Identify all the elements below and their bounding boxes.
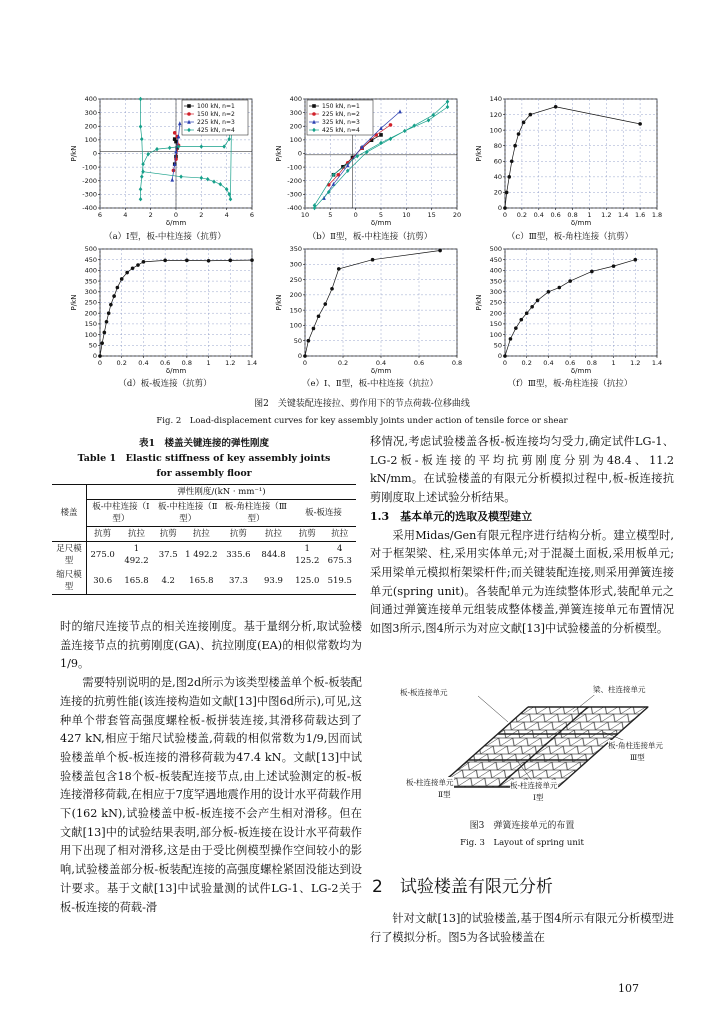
data-point — [120, 277, 124, 281]
data-point — [525, 311, 529, 315]
y-tick-label: 400 — [84, 266, 97, 275]
table1-sub-7: 抗剪 — [298, 529, 316, 539]
data-point — [103, 331, 107, 335]
y-tick-label: 200 — [84, 122, 97, 131]
chart-d — [70, 243, 260, 376]
legend-marker — [187, 112, 191, 116]
y-tick-label: 20 — [493, 188, 502, 197]
x-tick-label: 6 — [249, 211, 255, 219]
table1-sub-4: 抗拉 — [192, 529, 210, 539]
y-tick-label: -300 — [287, 190, 302, 199]
table1-sub-8: 抗拉 — [331, 529, 349, 539]
fig3-label-plate-plate: 板-板连接单元 — [400, 688, 448, 697]
data-point — [312, 327, 316, 331]
chart-e — [275, 243, 465, 376]
subcaption-e: （e）Ⅰ、Ⅱ型，板-中柱连接（抗拉） — [301, 379, 439, 389]
legend-entry: 225 kN, n=2 — [322, 111, 360, 118]
fig3-label-corner: 板-角柱连接单元 — [608, 741, 664, 750]
y-tick-label: 50 — [88, 341, 97, 350]
x-tick-label: 15 — [427, 211, 436, 219]
y-tick-label: 140 — [489, 95, 502, 104]
table-cell: 519.5 — [327, 576, 352, 586]
data-point — [517, 132, 521, 136]
y-tick-label: 0 — [297, 352, 302, 361]
data-point — [503, 206, 507, 210]
legend-entry: 325 kN, n=3 — [322, 119, 360, 126]
x-tick-label: 0.4 — [543, 359, 554, 367]
chart-f-svg — [475, 243, 665, 376]
chart-f — [475, 243, 665, 376]
chart-d-svg — [70, 243, 260, 376]
subcaption-b: （b）Ⅱ型，板-中柱连接（抗剪） — [307, 232, 433, 242]
table-cell: 30.6 — [93, 576, 113, 586]
data-point — [116, 286, 120, 290]
table-cell: 125.0 — [295, 576, 320, 586]
x-tick-label: 0 — [97, 359, 103, 367]
y-tick-label: 350 — [289, 245, 302, 254]
data-point — [522, 121, 526, 125]
data-point — [317, 314, 321, 318]
data-point — [503, 354, 507, 358]
y-axis-title: P/kN — [475, 145, 483, 162]
table1-group-4: 板-板连接 — [305, 508, 342, 518]
x-tick-label: 1 — [587, 211, 592, 219]
data-point — [514, 326, 518, 330]
data-point — [519, 318, 523, 322]
x-tick-label: 0.4 — [533, 211, 544, 219]
data-point — [590, 270, 594, 274]
y-tick-label: 200 — [489, 309, 502, 318]
chart-b — [275, 93, 465, 228]
left-paragraph-2: 需要特别说明的是,图2d所示为该类型楼盖单个板-板装配连接的抗剪性能(该连接构造如文献[13]中图6d所示),可见,这种单个带套管高强度螺栓板-板拼装连接,其滑移荷载达到了427 kN,相应于缩尺试验楼盖,荷载的相似常数为1/9,因而试验楼盖单个板-板连接的滑移荷载为47.4 kN。文献[13]中试验楼盖包含18个板-板装配连接节点,由上述试验测定的板-板连接滑移荷载,在相应于7度罕遇地震作用的设计水平荷载作用下(162 kN),试验楼盖中板-板连接不会产生相对滑移。但在文献[13]中的试验结果表明,部分板-板连接在设计水平荷载作用下出现了相对滑移,这是由于受比例模型操作空间较小的影响,试验楼盖部分板-板装配连接的高强度螺栓紧固没能达到设计要求。基于文献[13]中试验量测的试件LG-1、LG-2关于板-板连接的荷载-滑 — [60, 676, 362, 914]
x-tick-label: 1.4 — [651, 359, 663, 367]
y-axis-title: P/kN — [70, 294, 78, 311]
table-cell: 844.8 — [261, 550, 286, 560]
y-tick-label: 50 — [493, 341, 502, 350]
section-2-paragraph: 针对文献[13]的试验楼盖,基于图4所示有限元分析模型进行了模拟分析。图5为各试验楼盖在 — [370, 912, 674, 944]
table-row — [52, 568, 356, 595]
left-column — [60, 618, 362, 917]
y-tick-label: 100 — [289, 136, 302, 145]
y-tick-label: -400 — [82, 204, 97, 213]
chart-c — [475, 93, 665, 228]
legend-entry: 100 kN, n=1 — [197, 103, 235, 110]
data-point — [228, 259, 232, 263]
data-point — [513, 144, 517, 148]
x-tick-label: 1 — [206, 359, 211, 367]
table1-sub-5: 抗剪 — [229, 529, 247, 539]
table-cell: 165.8 — [124, 576, 149, 586]
data-point — [250, 258, 254, 262]
data-point — [638, 122, 642, 126]
x-axis-title: δ/mm — [570, 367, 592, 375]
y-tick-label: -400 — [287, 204, 302, 213]
chart-a-svg — [70, 93, 260, 228]
x-tick-label: 0 — [302, 359, 308, 367]
y-tick-label: 400 — [84, 95, 97, 104]
table-cell: 4.2 — [161, 576, 175, 586]
legend-entry: 150 kN, n=1 — [322, 103, 360, 110]
data-point — [505, 191, 509, 195]
data-point — [438, 249, 442, 253]
y-tick-label: 50 — [293, 336, 302, 345]
y-tick-label: -200 — [82, 176, 97, 185]
table-cell: 335.6 — [226, 550, 251, 560]
x-tick-label: 4 — [224, 211, 229, 219]
data-point — [568, 279, 572, 283]
y-tick-label: 300 — [84, 288, 97, 296]
data-point — [371, 258, 375, 262]
table-cell: 275.0 — [90, 550, 115, 560]
data-point — [389, 123, 393, 127]
x-tick-label: 1.4 — [618, 211, 629, 219]
table-cell: 4 675.3 — [327, 544, 352, 566]
y-tick-label: 100 — [289, 321, 302, 330]
x-tick-label: 0.8 — [451, 359, 463, 367]
subcaption-f: （f）Ⅲ型，板-角柱连接（抗拉） — [507, 379, 633, 389]
data-point — [112, 294, 116, 298]
y-tick-label: 200 — [289, 291, 302, 300]
x-tick-label: 1.6 — [634, 211, 646, 219]
x-tick-label: 0.2 — [521, 359, 532, 367]
x-tick-label: 5 — [328, 211, 333, 219]
x-tick-label: 0.2 — [116, 359, 127, 367]
fig3-label-mid1: 板-柱连接单元 — [510, 781, 558, 790]
legend-entry: 225 kN, n=3 — [197, 119, 235, 126]
x-tick-label: 2 — [148, 211, 153, 219]
x-tick-label: 0.8 — [586, 359, 598, 367]
table1-title-en-2: for assembly floor — [156, 468, 252, 479]
fig3-label-mid2: 板-柱连接单元 — [406, 778, 454, 787]
x-tick-label: 2 — [199, 211, 204, 219]
x-tick-label: 20 — [452, 211, 462, 219]
chart-e-svg — [275, 243, 465, 376]
x-tick-label: 0.6 — [550, 211, 561, 219]
y-tick-label: 350 — [84, 277, 97, 286]
subcaption-a: （a）Ⅰ型，板-中柱连接（抗剪） — [104, 232, 226, 242]
y-axis-title: P/kN — [275, 145, 283, 162]
legend-marker — [312, 112, 316, 116]
x-tick-label: 1.2 — [225, 359, 236, 367]
chart-b-svg — [275, 93, 465, 228]
data-point — [612, 264, 616, 268]
data-point — [337, 267, 341, 271]
y-tick-label: -300 — [82, 190, 97, 199]
y-tick-label: 100 — [84, 330, 97, 339]
y-tick-label: 100 — [84, 136, 97, 145]
y-tick-label: -100 — [82, 163, 97, 172]
table1-sub-3: 抗剪 — [159, 529, 177, 539]
y-tick-label: 200 — [289, 122, 302, 131]
legend-entry: 425 kN, n=4 — [197, 127, 235, 134]
y-tick-label: 40 — [493, 173, 502, 182]
y-tick-label: 300 — [84, 108, 97, 117]
y-tick-label: 300 — [489, 288, 502, 296]
data-point — [557, 286, 561, 290]
table1 — [52, 436, 356, 595]
data-point — [109, 303, 113, 307]
x-tick-label: 10 — [300, 211, 310, 219]
legend-entry: 425 kN, n=4 — [322, 127, 360, 134]
y-tick-label: 200 — [84, 309, 97, 318]
x-tick-label: 0 — [502, 211, 508, 219]
x-tick-label: 1 — [611, 359, 616, 367]
x-axis-title: δ/mm — [165, 367, 187, 375]
chart-a — [70, 93, 260, 228]
subcaption-d: （d）板-板连接（抗剪） — [118, 379, 212, 389]
y-tick-label: 0 — [297, 149, 302, 158]
right-paragraph-2: 采用Midas/Gen有限元程序进行结构分析。建立模型时,对于框架梁、柱,采用实体单元;对于混凝土面板,采用板单元;采用梁单元模拟桁架梁杆件;而关键装配连接,则采用弹簧连接单元(spring unit)。各装配单元为连续整体形式,装配单元之间通过弹簧连接单元组装成整体楼盖,弹簧连接单元布置情况如图3所示,图4所示为对应文献[13]中试验楼盖的分析模型。 — [370, 528, 674, 636]
x-tick-label: 0.8 — [181, 359, 193, 367]
y-tick-label: 100 — [489, 330, 502, 339]
data-point — [125, 271, 129, 275]
table1-sub-1: 抗剪 — [94, 529, 112, 539]
y-tick-label: 150 — [84, 320, 97, 329]
section-2-heading: 2 试验楼盖有限元分析 — [372, 877, 553, 897]
right-paragraph-1: 移情况,考虑试验楼盖各板-板连接均匀受力,确定试件LG-1、LG-2板-板连接的平均抗剪刚度分别为48.4、11.2 kN/mm。在试验楼盖的有限元分析模拟过程中,板-板连接抗剪刚度取上述试验分析结果。 — [370, 435, 674, 505]
legend-entry: 150 kN, n=2 — [197, 111, 235, 118]
data-point — [536, 299, 540, 303]
x-tick-label: 1.2 — [630, 359, 641, 367]
figure3-caption-cn: 图3 弹簧连接单元的布置 — [469, 821, 575, 831]
fig3-label-corner-type: Ⅲ型 — [630, 753, 645, 762]
figure2-caption-en: Fig. 2 Load-displacement curves for key assembly joints under action of tensile force or shear — [156, 416, 568, 426]
y-tick-label: 150 — [489, 320, 502, 329]
data-point — [107, 311, 111, 315]
table1-sub-6: 抗拉 — [264, 529, 282, 539]
table1-group-2: 板-中柱连接（Ⅱ型） — [157, 502, 218, 524]
fig3-label-beam-col: 梁、柱连接单元 — [593, 685, 646, 694]
y-axis-title: P/kN — [475, 294, 483, 311]
table1-grid — [52, 484, 356, 595]
subcaption-c: （c）Ⅲ型，板-角柱连接（抗剪） — [506, 232, 634, 242]
table-row — [52, 542, 356, 569]
y-tick-label: 400 — [489, 266, 502, 275]
y-tick-label: -200 — [287, 176, 302, 185]
table1-sub-2: 抗拉 — [128, 529, 146, 539]
y-tick-label: 0 — [92, 352, 97, 361]
y-tick-label: 300 — [289, 108, 302, 117]
data-point — [173, 131, 177, 135]
y-tick-label: 0 — [92, 149, 97, 158]
section-1-3-heading: 1.3 基本单元的选取及模型建立 — [370, 509, 533, 523]
x-tick-label: 0.2 — [516, 211, 528, 219]
table1-group-1: 板-中柱连接（Ⅰ型） — [92, 502, 150, 524]
x-tick-label: 5 — [378, 211, 384, 219]
fig3-label-mid1-type: Ⅰ型 — [533, 793, 544, 802]
data-point — [163, 259, 167, 263]
chart-c-svg — [475, 93, 665, 228]
table-cell: 37.5 — [158, 550, 178, 560]
data-point — [330, 287, 334, 291]
y-axis-title: P/kN — [70, 145, 78, 162]
y-tick-label: 100 — [489, 126, 502, 135]
y-tick-label: 500 — [84, 245, 97, 254]
y-tick-label: 120 — [489, 110, 502, 119]
table-cell: 165.8 — [189, 576, 214, 586]
plot-area — [505, 99, 657, 208]
y-tick-label: 0 — [497, 352, 502, 361]
y-tick-label: 60 — [493, 157, 502, 166]
x-tick-label: 0.6 — [413, 359, 425, 367]
figure2-caption-cn: 图2 关键装配连接拉、剪作用下的节点荷载-位移曲线 — [254, 399, 470, 409]
x-tick-label: 6 — [97, 211, 103, 219]
x-axis-title: δ/mm — [570, 219, 592, 227]
y-tick-label: 250 — [289, 275, 302, 284]
figure3-diagram — [398, 682, 668, 812]
y-axis-title: P/kN — [275, 294, 283, 311]
data-point — [323, 302, 327, 306]
data-point — [510, 159, 514, 163]
data-point — [105, 320, 109, 324]
x-tick-label: 1.4 — [246, 359, 258, 367]
data-point — [530, 305, 534, 309]
right-column — [370, 433, 674, 639]
x-tick-label: 1.8 — [651, 211, 663, 219]
data-point — [303, 354, 307, 358]
x-tick-label: 0 — [173, 211, 179, 219]
table1-row-label: 足尺模型 — [52, 542, 87, 569]
x-tick-label: 1.2 — [601, 211, 612, 219]
data-point — [131, 266, 135, 270]
x-tick-label: 0.6 — [159, 359, 171, 367]
table1-title-cn: 表1 楼盖关键连接的弹性刚度 — [138, 438, 270, 449]
fig3-label-mid2-type: Ⅱ型 — [438, 790, 451, 799]
table-cell: 1 125.2 — [295, 544, 320, 566]
x-tick-label: 0.4 — [138, 359, 149, 367]
y-tick-label: 450 — [489, 255, 502, 264]
y-tick-label: 250 — [489, 298, 502, 307]
table-cell: 1 492.2 — [185, 550, 218, 560]
x-tick-label: 0.2 — [337, 359, 349, 367]
data-point — [374, 133, 378, 137]
y-tick-label: 500 — [489, 245, 502, 254]
x-axis-title: δ/mm — [370, 219, 392, 227]
table1-title-en-1: Table 1 Elastic stiffness of key assembly joints — [77, 453, 331, 464]
table-cell: 1 492.2 — [124, 544, 149, 566]
y-tick-label: 350 — [489, 277, 502, 286]
legend-marker — [312, 104, 316, 108]
table-cell: 93.9 — [264, 576, 283, 586]
y-tick-label: 0 — [497, 204, 502, 213]
x-tick-label: 0.4 — [375, 359, 387, 367]
y-tick-label: 150 — [289, 306, 302, 315]
table1-row-header: 楼盖 — [52, 485, 87, 542]
data-point — [185, 259, 189, 263]
y-tick-label: 450 — [84, 255, 97, 264]
data-point — [142, 260, 146, 264]
y-tick-label: 400 — [289, 95, 302, 104]
x-tick-label: 0 — [353, 211, 358, 219]
y-tick-label: -100 — [287, 163, 302, 172]
page-number: 107 — [618, 982, 639, 995]
y-tick-label: 300 — [289, 260, 302, 269]
data-point — [379, 133, 383, 137]
data-point — [207, 259, 211, 263]
data-point — [307, 339, 311, 343]
data-point — [633, 258, 637, 262]
x-axis-title: δ/mm — [165, 219, 187, 227]
data-point — [136, 263, 140, 267]
legend-marker — [187, 104, 191, 108]
data-point — [174, 157, 178, 161]
x-tick-label: 10 — [402, 211, 411, 219]
table1-group-3: 板-角柱连接（Ⅲ型） — [224, 502, 287, 524]
table1-row-label: 缩尺模型 — [52, 568, 87, 595]
y-tick-label: 250 — [84, 298, 97, 307]
x-tick-label: 4 — [123, 211, 128, 219]
data-point — [98, 354, 102, 358]
figure3-caption-en: Fig. 3 Layout of spring unit — [460, 838, 584, 848]
table1-unit-header: 弹性刚度/(kN · mm⁻¹) — [87, 485, 357, 500]
x-tick-label: 0 — [502, 359, 508, 367]
data-point — [554, 105, 558, 109]
data-point — [529, 113, 533, 117]
table-cell: 37.3 — [228, 576, 248, 586]
left-paragraph-1: 时的缩尺连接节点的相关连接刚度。基于量纲分析,取试验楼盖连接节点的抗剪刚度(GA)、抗拉刚度(EA)的相似常数均为1/9。 — [60, 620, 362, 671]
x-axis-title: δ/mm — [370, 367, 392, 375]
x-tick-label: 0.6 — [564, 359, 576, 367]
x-tick-label: 0.8 — [567, 211, 578, 219]
data-point — [509, 337, 513, 341]
data-point — [100, 341, 104, 345]
data-point — [507, 175, 511, 179]
data-point — [547, 290, 551, 294]
y-tick-label: 80 — [493, 141, 502, 150]
